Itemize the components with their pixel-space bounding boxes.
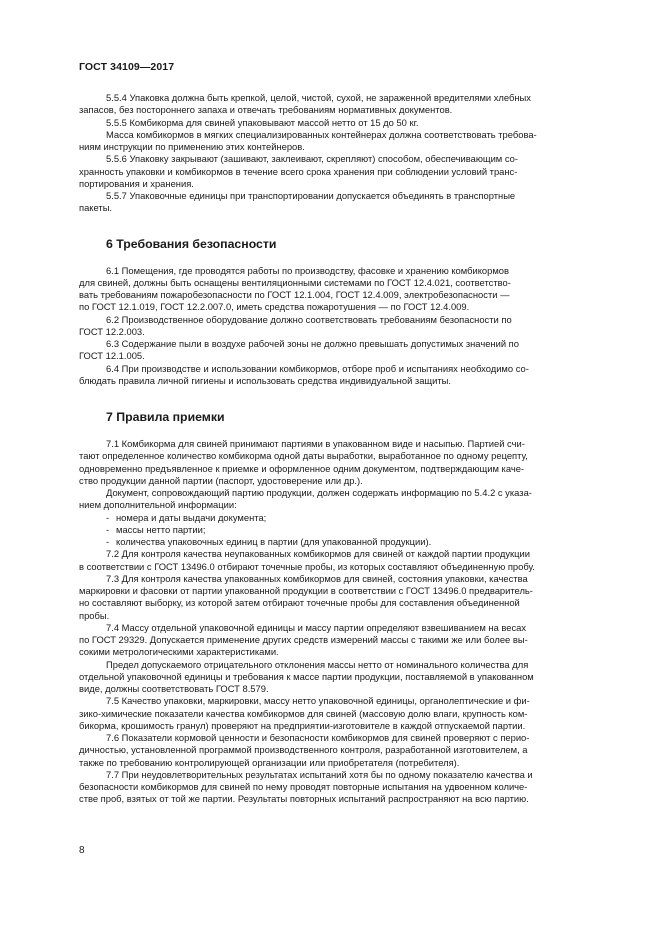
paragraph-7-5: 7.5 Качество упаковки, маркировки, массу нетто упаковочной единицы, органолептические и фи- зико-химические показатели качества комбикормов для свиней (массовую долю влаги, крупность ком- бикорма, крошимость гранул) проверяют на предприятии-изготовителе в каждой отпускаемой партии. bbox=[79, 695, 530, 731]
paragraph-7-4-tolerance: Предел допускаемого отрицательного отклонения массы нетто от номинального количества для отдельной упаковочной единицы и требования к массе партии продукции, поставляемой в упакованном виде, должны соответствовать ГОСТ 8.579. bbox=[79, 658, 534, 694]
list-marker: - bbox=[106, 511, 110, 523]
paragraph-7-3: 7.3 Для контроля качества упакованных комбикормов для свиней, состояния упаковки, качества маркировки и фасовки от партии упакованной продукции в соответствии с ГОСТ 13496.0 предваритель- но составляют выборку, из которой затем отбирают точечные пробы для составления объединенной пробы. bbox=[79, 572, 533, 621]
paragraph-5-5-4: 5.5.4 Упаковка должна быть крепкой, целой, чистой, сухой, не зараженной вредителями хлебных запасов, без постороннего запаха и отвечать требованиям нормативных документов. bbox=[79, 92, 531, 116]
paragraph-6-4: 6.4 При производстве и использовании комбикормов, отборе проб и испытаниях необходимо со- блюдать правила личной гигиены и использовать средства индивидуальной защиты. bbox=[79, 362, 529, 386]
list-item: - количества упаковочных единиц в партии (для упакованной продукции). bbox=[106, 536, 432, 547]
paragraph-5-5-6: 5.5.6 Упаковку закрывают (зашивают, заклеивают, скрепляют) способом, обеспечивающим со- хранность упаковки и комбикормов в течение всего срока хранения при соблюдении условий транс- портирования и хранения. bbox=[79, 153, 518, 189]
paragraph-7-4: 7.4 Массу отдельной упаковочной единицы и массу партии определяют взвешиванием на весах по ГОСТ 29329. Допускается применение других средств измерений массы с такими же или более вы- сокими метрологическими характеристиками. bbox=[79, 621, 528, 658]
paragraph-7-1: 7.1 Комбикорма для свиней принимают партиями в упакованном виде и насыпью. Партией счи- тают определенное количество комбикорма одной даты выработки, выработанное по одному рецепту, одновременно предъявленное к приемке и оформленное одним документом, подтверждающим каче- ство продукции данной партии (паспорт, удостоверение или др.). bbox=[79, 438, 528, 486]
paragraph-7-6: 7.6 Показатели кормовой ценности и безопасности комбикормов для свиней проверяют с перио- дичностью, установленной программой производственного контроля, разработанной изготовителем, а также по требованию контролирующей организации или приобретателя (потребителя). bbox=[79, 732, 530, 768]
paragraph-5-5-7: 5.5.7 Упаковочные единицы при транспортировании допускается объединять в транспортные пакеты. bbox=[79, 190, 516, 214]
list-marker: - bbox=[106, 523, 110, 535]
section-7-heading: 7 Правила приемки bbox=[106, 410, 225, 424]
list-item: - массы нетто партии; bbox=[106, 523, 206, 535]
document-body bbox=[79, 92, 624, 806]
paragraph-7-2: 7.2 Для контроля качества неупакованных комбикормов для свиней от каждой партии продукции в соответствии с ГОСТ 13496.0 отбирают точечные пробы, из которых составляют объединенную пробу. bbox=[79, 548, 535, 572]
page-number: 8 bbox=[79, 845, 85, 856]
paragraph-5-5-5-containers: Масса комбикормов в мягких специализированных контейнерах должна соответствовать требова- ниям инструкции по применению этих контейнеров. bbox=[79, 128, 537, 152]
paragraph-5-5-5: 5.5.5 Комбикорма для свиней упаковывают массой нетто от 15 до 50 кг. bbox=[106, 116, 419, 128]
paragraph-6-2: 6.2 Производственное оборудование должно соответствовать требованиям безопасности по ГОСТ 12.2.003. bbox=[79, 313, 512, 337]
section-6-heading: 6 Требования безопасности bbox=[106, 236, 277, 251]
paragraph-7-1-document: Документ, сопровождающий партию продукции, должен содержать информацию по 5.4.2 с указа- нием дополнительной информации: bbox=[79, 487, 532, 511]
paragraph-6-3: 6.3 Содержание пыли в воздухе рабочей зоны не должно превышать допустимых значений по ГОСТ 12.1.005. bbox=[79, 338, 519, 362]
paragraph-6-1: 6.1 Помещения, где проводятся работы по производству, фасовке и хранению комбикормов для свиней, должны быть оснащены вентиляционными системами по ГОСТ 12.4.021, соответство- вать требованиям пожаробезопасности по ГОСТ 12.1.004, ГОСТ 12.4.009, электробезопасности — по ГОСТ 12.1.019, ГОСТ 12.2.007.0, иметь средства пожаротушения — по ГОСТ 12.4.009. bbox=[79, 264, 511, 313]
paragraph-7-7: 7.7 При неудовлетворительных результатах испытаний хотя бы по одному показателю качества и безопасности комбикормов для свиней по нему проводят повторные испытания на удвоенном количе- стве проб, взятых от той же партии. Результаты повторных испытаний распространяют на всю партию. bbox=[79, 768, 533, 805]
document-header: ГОСТ 34109—2017 bbox=[79, 61, 175, 73]
list-marker: - bbox=[106, 536, 110, 547]
list-item: - номера и даты выдачи документа; bbox=[106, 511, 267, 523]
